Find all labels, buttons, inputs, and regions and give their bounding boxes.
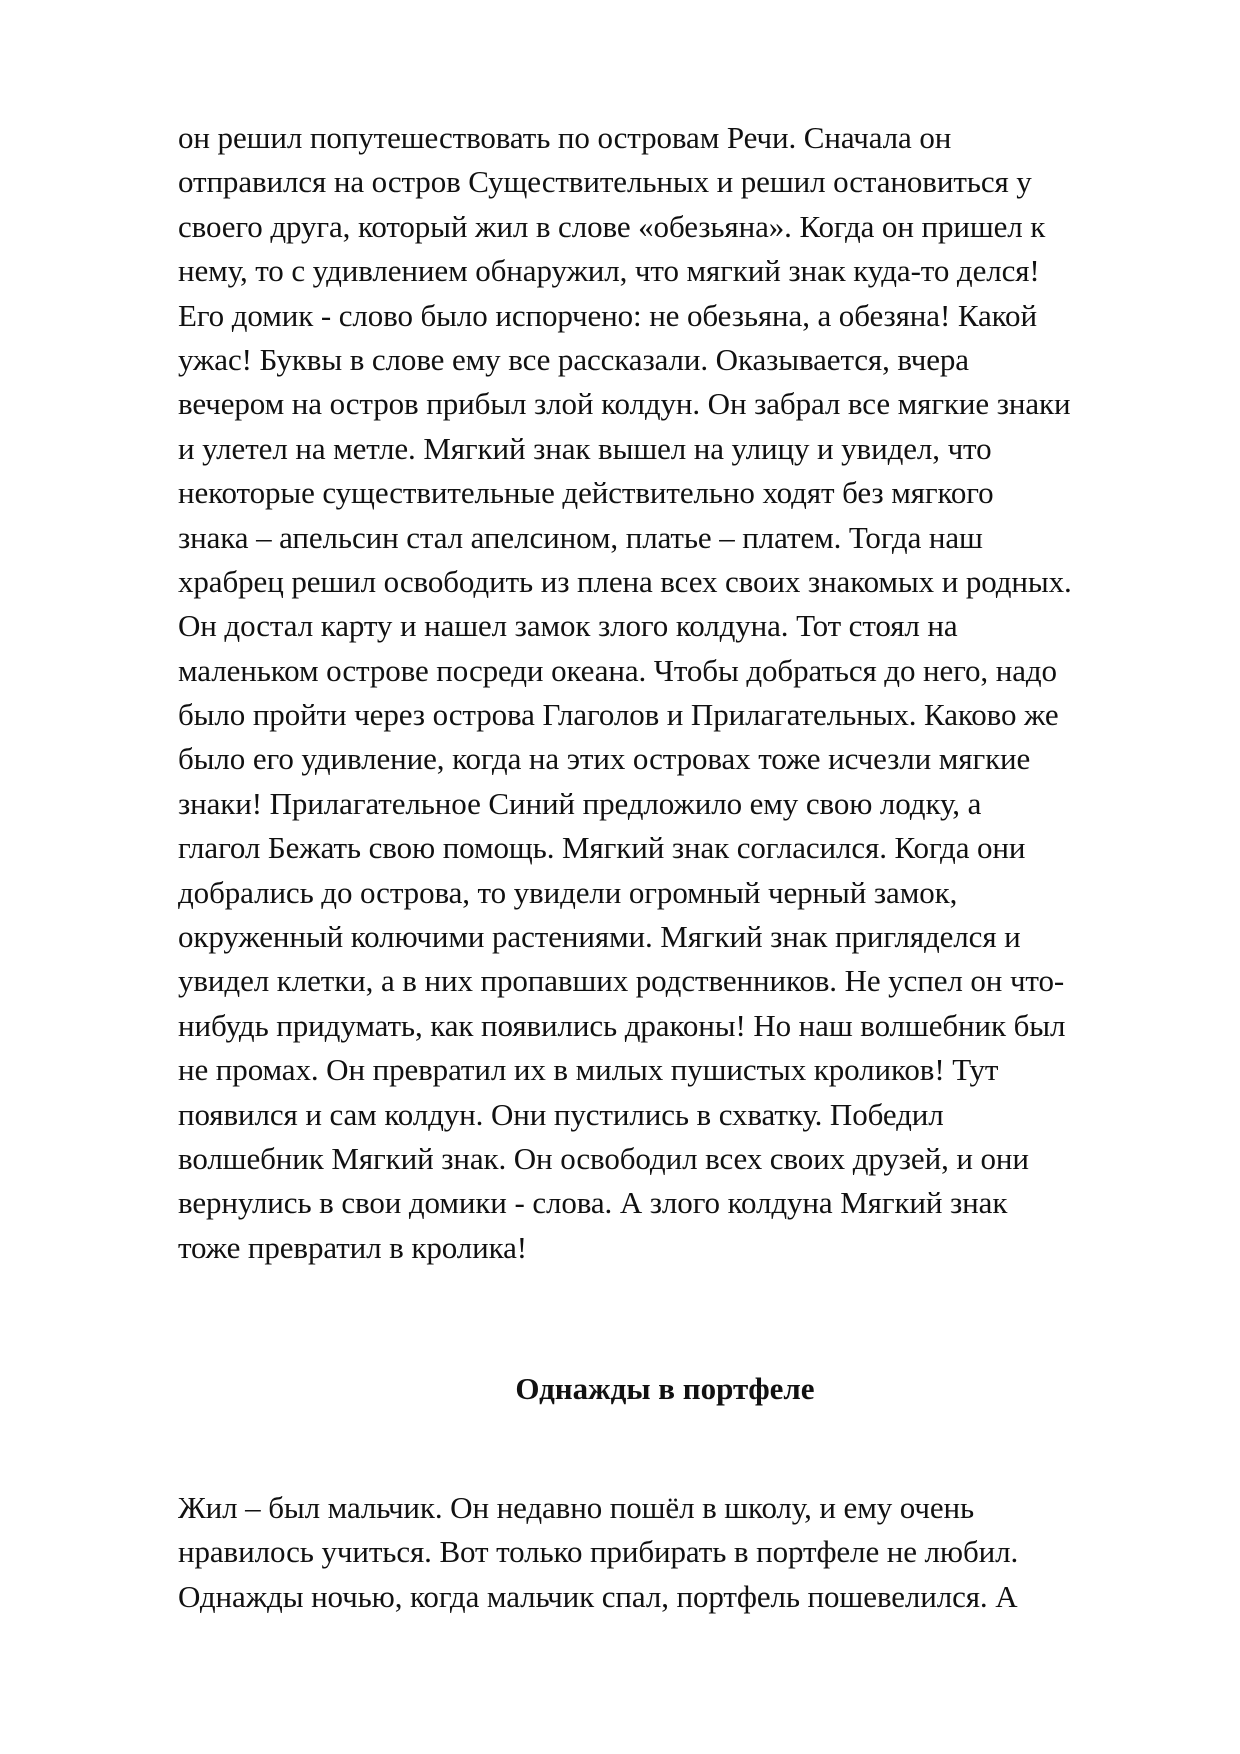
text-line: нравилось учиться. Вот только прибирать в портфеле не любил. [178, 1534, 1019, 1570]
text-line: было его удивление, когда на этих островах тоже исчезли мягкие [178, 741, 1031, 777]
text-line: нему, то с удивлением обнаружил, что мягкий знак куда-то делся! [178, 253, 1040, 289]
text-line: храбрец решил освободить из плена всех своих знакомых и родных. [178, 563, 1072, 599]
text-line: знаки! Прилагательное Синий предложило ему свою лодку, а [178, 785, 982, 821]
text-line: было пройти через острова Глаголов и Прилагательных. Каково же [178, 697, 1059, 733]
text-line: и улетел на метле. Мягкий знак вышел на улицу и увидел, что [178, 430, 992, 466]
text-line: появился и сам колдун. Они пустились в схватку. Победил [178, 1096, 944, 1132]
text-line: тоже превратил в кролика! [178, 1229, 527, 1265]
text-line: не промах. Он превратил их в милых пушистых кроликов! Тут [178, 1052, 999, 1088]
text-line: нибудь придумать, как появились драконы! Но наш волшебник был [178, 1007, 1066, 1043]
text-line: своего друга, который жил в слове «обезьяна». Когда он пришел к [178, 208, 1046, 244]
section-heading: Однажды в портфеле [515, 1371, 815, 1406]
story-paragraph [178, 116, 1178, 1270]
text-line: Жил – был мальчик. Он недавно пошёл в школу, и ему очень [178, 1490, 975, 1525]
text-line: глагол Бежать свою помощь. Мягкий знак согласился. Когда они [178, 830, 1026, 866]
text-line: Он достал карту и нашел замок злого колдуна. Тот стоял на [178, 608, 958, 644]
text-line: окруженный колючими растениями. Мягкий знак пригляделся и [178, 919, 1021, 955]
text-line: увидел клетки, а в них пропавших родственников. Не успел он что- [178, 963, 1065, 999]
text-line: волшебник Мягкий знак. Он освободил всех своих друзей, и они [178, 1140, 1029, 1176]
text-line: отправился на остров Существительных и решил остановиться у [178, 164, 1032, 200]
text-line: некоторые существительные действительно ходят без мягкого [178, 475, 994, 511]
text-line: он решил попутешествовать по островам Речи. Сначала он [178, 120, 952, 155]
text-line: знака – апельсин стал апелсином, платье – платем. Тогда наш [178, 519, 983, 555]
text-line: маленьком острове посреди океана. Чтобы добраться до него, надо [178, 652, 1057, 688]
text-line: Однажды ночью, когда мальчик спал, портфель пошевелился. А [178, 1578, 1018, 1614]
text-line: ужас! Буквы в слове ему все рассказали. Оказывается, вчера [178, 341, 969, 377]
story-paragraph [178, 1486, 1178, 1619]
text-line: вернулись в свои домики - слова. А злого колдуна Мягкий знак [178, 1185, 1008, 1221]
text-line: вечером на остров прибыл злой колдун. Он забрал все мягкие знаки [178, 386, 1071, 422]
text-line: добрались до острова, то увидели огромный черный замок, [178, 874, 958, 910]
text-line: Его домик - слово было испорчено: не обезьяна, а обезяна! Какой [178, 297, 1037, 333]
